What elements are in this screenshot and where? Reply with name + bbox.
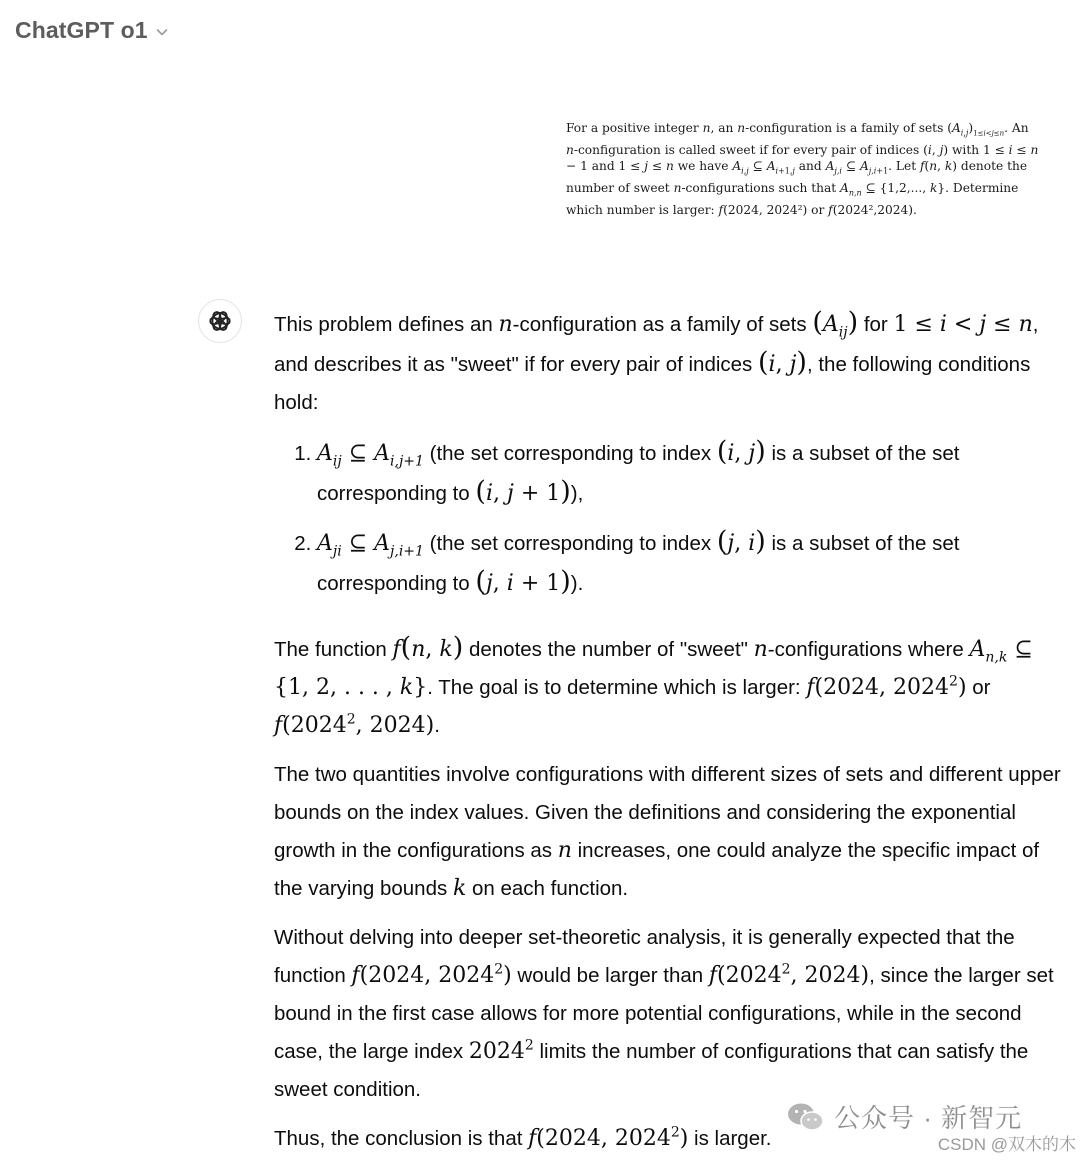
wechat-icon [786,1101,826,1133]
assistant-avatar [198,299,242,343]
question-image: For a positive integer n, an n-configuration is a family of sets $(A_{i,j})_{1\le i<j\le n}$. An n-configuration is called sweet if for every pair of indices (i, j) with 1 ≤ i ≤ n − 1 and 1 ≤ j ≤ n we have $A_{i,j}$ ⊆ $A_{i+1,j}$ and $A_{j,i}$ ⊆ $A_{j,i+1}$. Let f(n, k) denote the number of sweet n-configurations such that $A_{n,n}$ ⊆ {1,2,..., k}. Determine which number is larger: f(2024, 2024²) or f(2024²,2024). [566,121,1039,218]
model-name: ChatGPT o1 [15,17,148,43]
answer-paragraph: Thus, the conclusion is that f(2024, 2024$^2$) is larger. [274,1124,772,1151]
answer-paragraph: The function f(n, k) denotes the number of "sweet" n-configurations where $A_{n,k}$ ⊆ {1, 2, . . . , k}. The goal is to determine which is larger: f(2024, 2024$^2$) or f(2024$^2$, 2024). [274,632,1033,738]
openai-logo-icon [207,308,233,334]
answer-paragraph: Without delving into deeper set-theoretic analysis, it is generally expected that the function f(2024, 2024$^2$) would be larger than f(2024$^2$, 2024), since the larger set bound in the first case allows for more potential configurations, while in the second case, the large index 2024$^2$ limits the number of configurations that can satisfy the sweet condition. [274,926,1054,1101]
list-item: 1. $A_{ij}$ ⊆ $A_{i,j+1}$ (the set corresponding to index (i, j) is a subset of the set corresponding to (i, j + 1)), [317,433,1064,513]
assistant-message [274,304,1064,1169]
watermark-text: 公众号 · 新智元 [834,1103,1023,1133]
answer-paragraph: The two quantities involve configurations with different sizes of sets and different upper bounds on the index values. Given the definitions and considering the exponential growth in the configurations as n increases, one could analyze the specific impact of the varying bounds k on each function. [274,763,1061,901]
conditions-list [274,433,1064,603]
csdn-watermark: CSDN @双木的木 [937,1135,1076,1154]
chevron-down-icon [154,24,170,40]
model-selector[interactable] [15,17,170,44]
list-item: 2. $A_{ji}$ ⊆ $A_{j,i+1}$ (the set corresponding to index (j, i) is a subset of the set corresponding to (j, i + 1)). [317,523,1064,603]
answer-paragraph: This problem defines an n-configuration as a family of sets $(A_{ij})$ for 1 ≤ i < j ≤ n, and describes it as "sweet" if for every pair of indices (i, j), the following conditions hold: [274,307,1039,414]
